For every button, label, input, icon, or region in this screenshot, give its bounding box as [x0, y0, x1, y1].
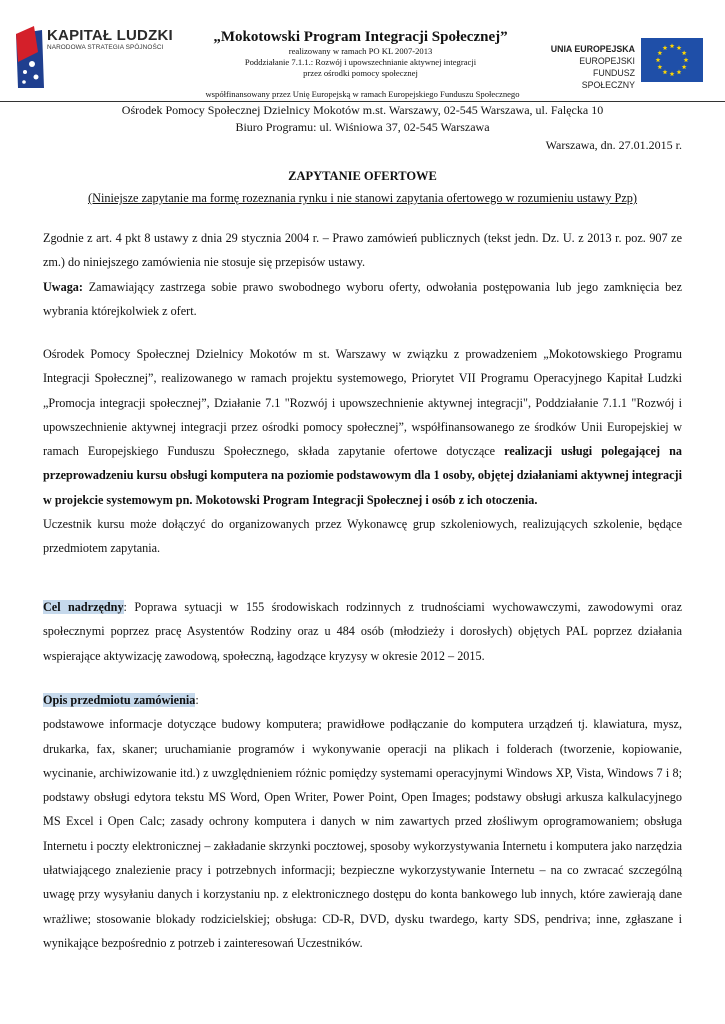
- kapital-ludzki-subtitle: NARODOWA STRATEGIA SPÓJNOŚCI: [47, 44, 164, 51]
- kapital-ludzki-title: KAPITAŁ LUDZKI: [47, 27, 173, 44]
- goal-section: [43, 595, 682, 668]
- inquiry-paragraph: [43, 342, 682, 512]
- legal-basis-paragraph: Zgodnie z art. 4 pkt 8 ustawy z dnia 29 stycznia 2004 r. – Prawo zamówień publicznych (tekst jedn. Dz. U. z 2013 r. poz. 907 ze zm.) do niniejszego zamówienia nie stosuje się przepisów ustawy.: [43, 231, 682, 270]
- inquiry-section: [43, 342, 682, 561]
- inquiry-subject: realizacji usługi polegającej na przeprowadzeniu kursu obsługi komputera na poziomie podstawowym dla 1 osoby, objętej działaniami aktywnej integracji w projekcie systemowym pn. Mokotowski Program Integracji Społecznej i osób z ich otoczenia.: [43, 444, 682, 507]
- description-colon: :: [195, 693, 199, 707]
- program-line-1: realizowany w ramach PO KL 2007-2013: [288, 46, 433, 56]
- document-title: ZAPYTANIE OFERTOWE: [288, 169, 437, 183]
- program-line-3: przez ośrodki pomocy społecznej: [303, 68, 418, 78]
- note-paragraph: [43, 275, 682, 324]
- eu-flag-icon: [641, 38, 703, 82]
- address-block: [0, 102, 725, 136]
- document-subtitle: (Niniejsze zapytanie ma formę rozeznania rynku i nie stanowi zapytania ofertowego w rozumieniu ustawy Pzp): [87, 191, 638, 205]
- legal-basis-section: [43, 226, 682, 323]
- letterhead: [0, 0, 725, 104]
- program-line-2: Poddziałanie 7.1.1.: Rozwój i upowszechnianie aktywnej integracji: [244, 57, 477, 67]
- goal-text: : Poprawa sytuacji w 155 środowiskach rodzinnych z trudnościami wychowawczymi, zawodowymi oraz społecznymi poprzez pracę Asystentów Rodziny oraz u 484 osób (młodzieży i dorosłych) objętych PAL poprzez działania wspierające aktywizację zawodową, społeczną, łagodzące kryzysy w okresie 2012 – 2015.: [43, 600, 683, 663]
- program-title: „Mokotowski Program Integracji Społecznej”: [213, 29, 508, 45]
- address-line-1: Ośrodek Pomocy Społecznej Dzielnicy Mokotów m.st. Warszawy, 02-545 Warszawa, ul. Falęcka 10: [121, 103, 604, 117]
- cofinancing-line: współfinansowany przez Unię Europejską w ramach Europejskiego Funduszu Społecznego: [0, 89, 725, 102]
- note-label: Uwaga:: [43, 279, 83, 294]
- description-paragraph: podstawowe informacje dotyczące budowy komputera; prawidłowe podłączanie do komputera urządzeń tj. klawiatura, mysz, drukarka, fax, skaner; uruchamianie programów i wykonywanie operacji na plikach i folderach (tworzenie, kopiowanie, wycinanie, archiwizowanie itd.) z uwzględnieniem różnic pomiędzy systemami operacyjnymi Windows XP, Vista, Windows 7 i 8; podstawy obsługi edytora tekstu MS Word, Open Writer, Power Point, Open Images; podstawy obsługi arkusza kalkulacyjnego MS Excel i Open Calc; zasady ochrony komputera i danych w nim zawartych przed złośliwym oprogramowaniem; obsługa Internetu i poczty elektronicznej – zakładanie skrzynki pocztowej, sposoby wykorzystywania Internetu i komputera jako narzędzia ułatwiającego znalezienie pracy i potrzebnych informacji; bezpieczne wykorzystywanie Internetu – na co zwracać szczególną uwagę przy wysyłaniu danych i korzystaniu np. z elektronicznego dostępu do konta bankowego lub innych, które zawierają dane wrażliwe; stosowanie blokady rodzicielskiej; obsługa: CD-R, DVD, dysku twardego, karty SDS, pendriva; inne, zgłaszane i wynikające bezpośrednio z potrzeb i zainteresowań Uczestników.: [43, 717, 682, 950]
- description-label: Opis przedmiotu zamówienia: [43, 693, 196, 707]
- description-heading: [43, 688, 682, 712]
- eu-line-3: FUNDUSZ SPOŁECZNY: [581, 68, 635, 90]
- description-section: [43, 688, 682, 955]
- document-date: Warszawa, dn. 27.01.2015 r.: [545, 138, 682, 152]
- eu-logo-text: [540, 43, 635, 91]
- participant-paragraph: Uczestnik kursu może dołączyć do organizowanych przez Wykonawcę grup szkoleniowych, realizujących szkolenie, będące przedmiotem zapytania.: [43, 517, 682, 556]
- note-text: Zamawiający zastrzega sobie prawo swobodnego wyboru oferty, odwołania postępowania lub jego zamknięcia bez wybrania którejkolwiek z ofert.: [43, 279, 682, 318]
- eu-line-1: UNIA EUROPEJSKA: [550, 44, 635, 54]
- inquiry-intro: Ośrodek Pomocy Społecznej Dzielnicy Mokotów m st. Warszawy w związku z prowadzeniem „Mokotowskiego Programu Integracji Społecznej”, realizowanego w ramach projektu systemowego, Priorytet VII Programu Operacyjnego Kapitał Ludzki „Promocja integracji społecznej”, Działanie 7.1 "Rozwój i upowszechnienie aktywnej integracji", Poddziałanie 7.1.1 "Rozwój i upowszechnienie aktywnej integracji przez ośrodki pomocy społecznej”, współfinansowanego ze środków Unii Europejskiej w ramach Europejskiego Funduszu Społecznego, składa zapytanie ofertowe dotyczące: [43, 347, 682, 459]
- goal-label: Cel nadrzędny: [43, 600, 124, 614]
- eu-line-2: EUROPEJSKI: [579, 56, 635, 66]
- goal-paragraph: [43, 595, 682, 668]
- address-line-2: Biuro Programu: ul. Wiśniowa 37, 02-545 Warszawa: [235, 120, 490, 134]
- program-header: [188, 28, 533, 79]
